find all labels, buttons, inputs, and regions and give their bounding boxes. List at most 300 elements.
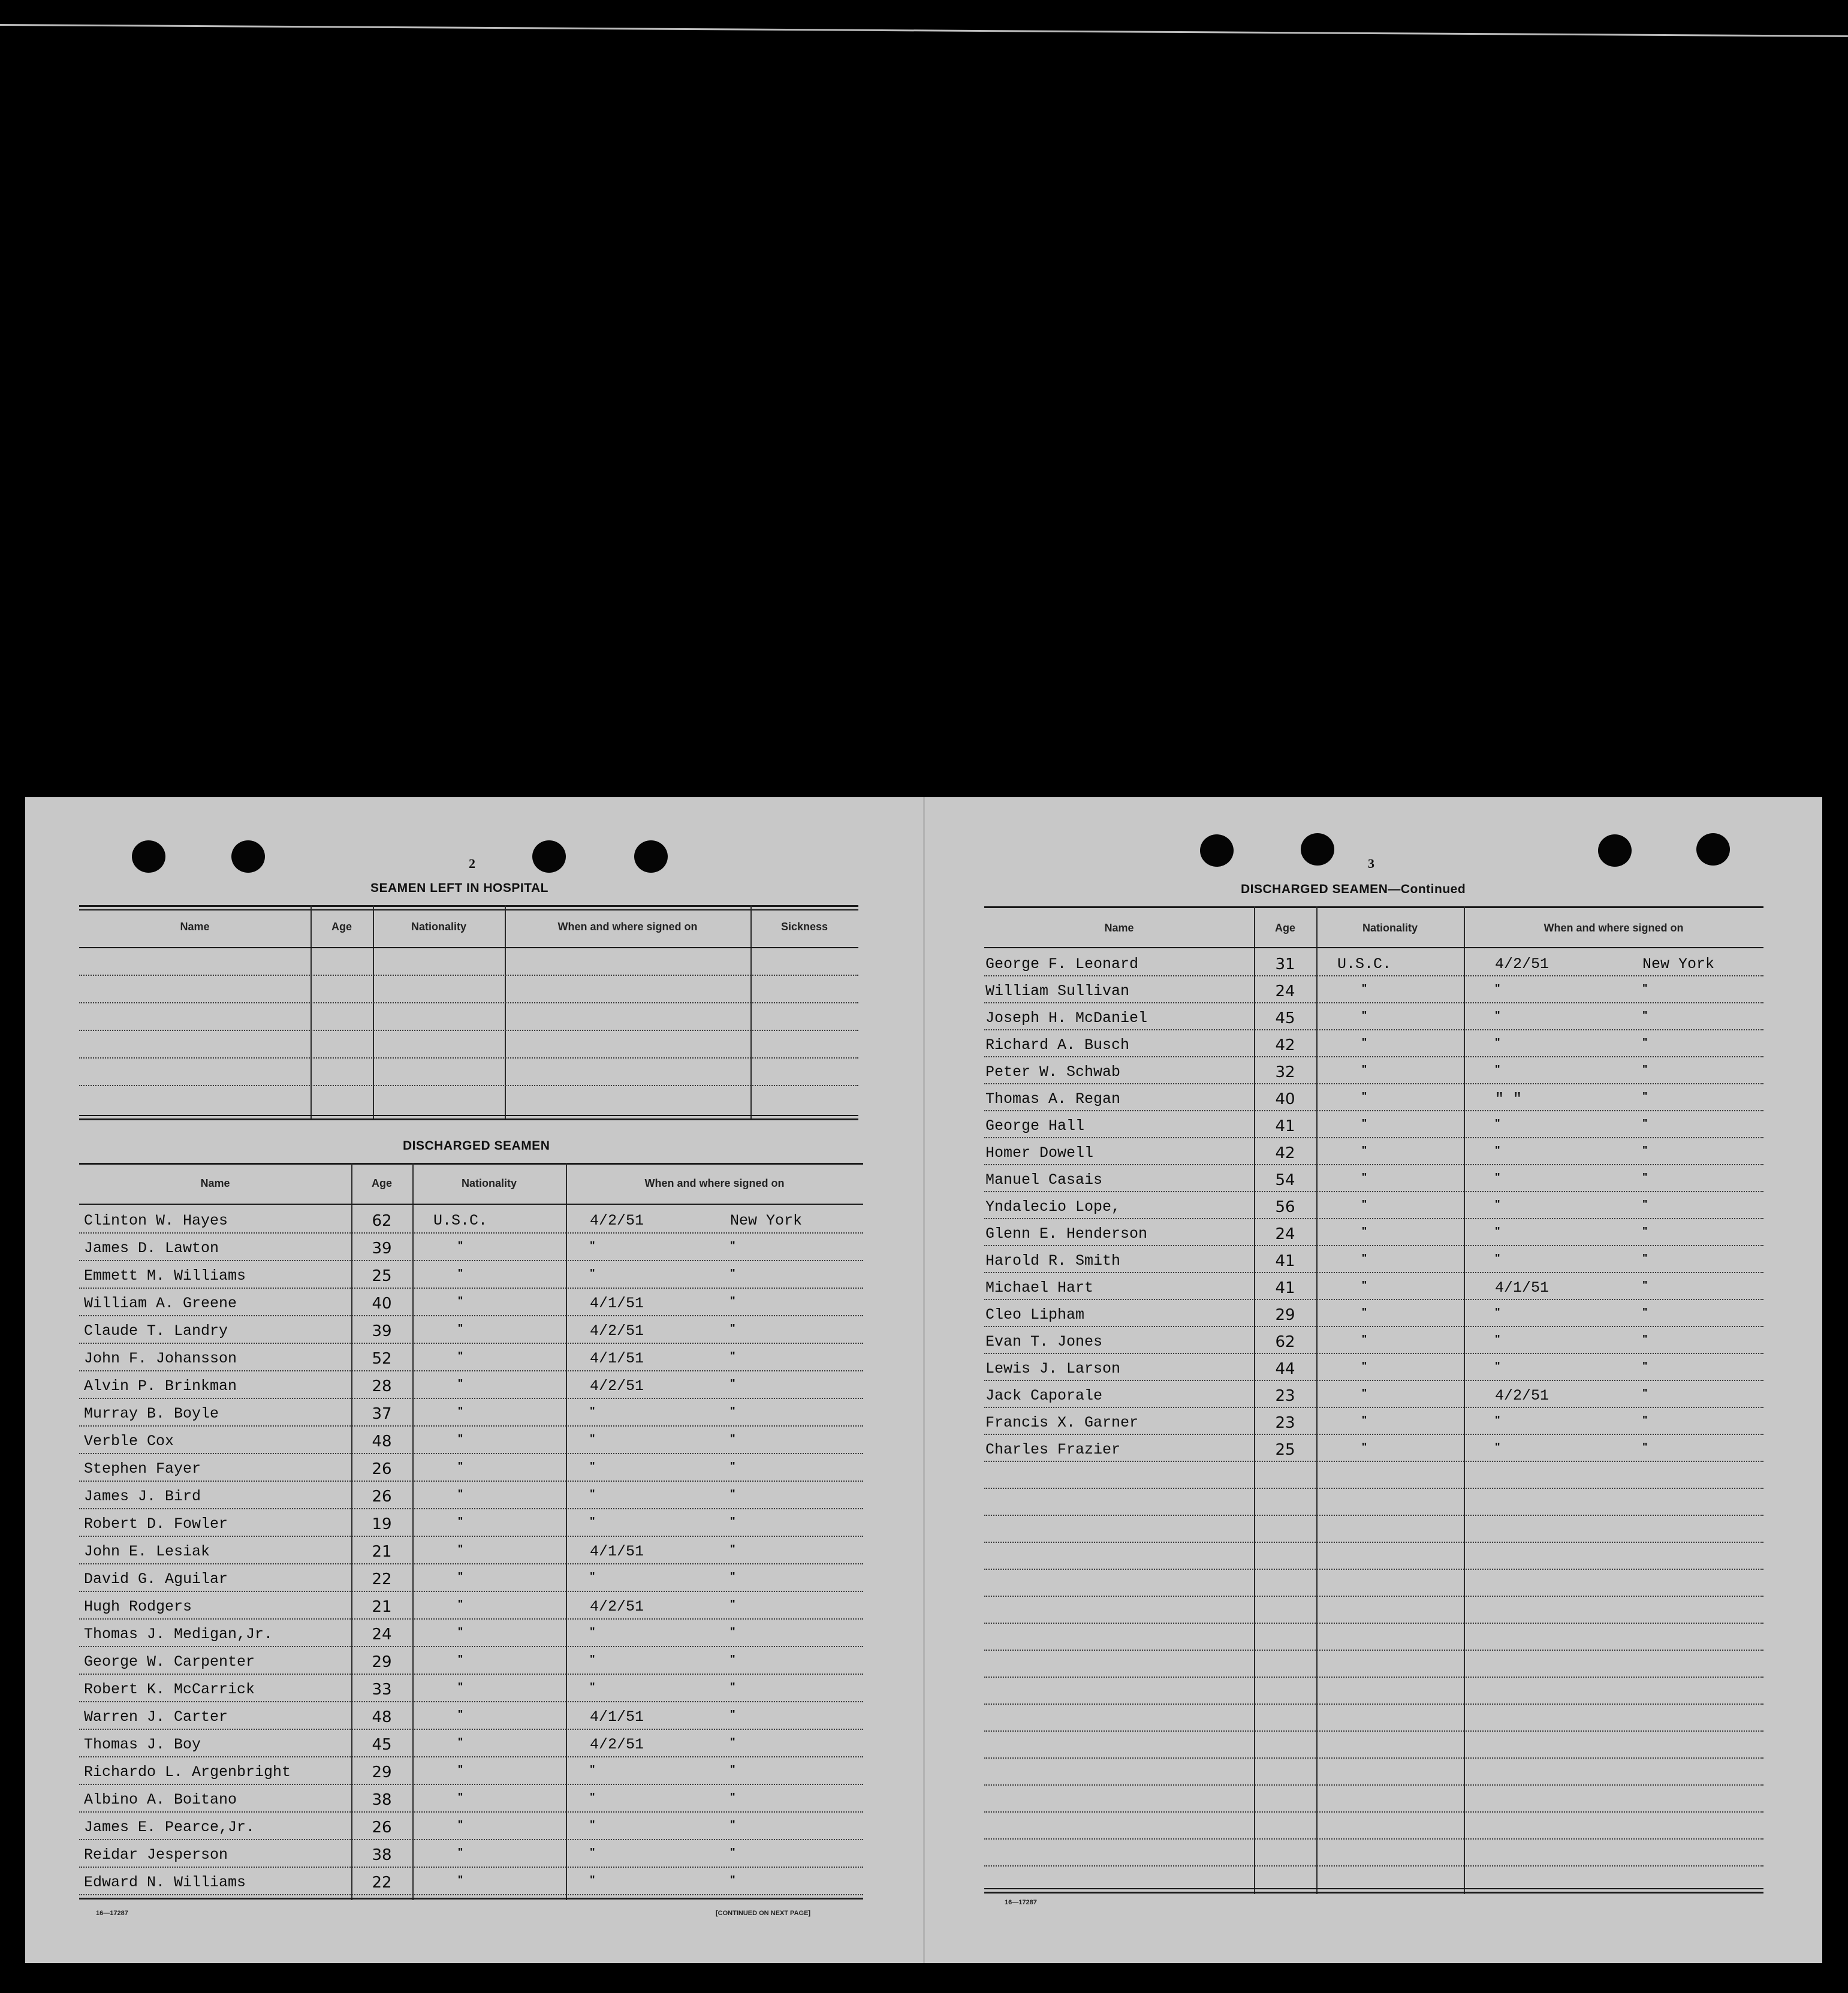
signed-on-date: " <box>590 1460 595 1472</box>
signed-on-date: 4/2/51 <box>590 1598 644 1615</box>
hospital-col-sickness: Sickness <box>780 921 828 933</box>
seaman-name: Murray B. Boyle <box>84 1405 219 1422</box>
signed-on-date: 4/2/51 <box>590 1736 644 1753</box>
seaman-name: Clinton W. Hayes <box>84 1212 228 1229</box>
seaman-name: Homer Dowell <box>985 1144 1094 1162</box>
signed-on-place: " <box>730 1515 735 1527</box>
seaman-age: 37 <box>372 1405 392 1423</box>
table-row <box>79 1537 863 1564</box>
signed-on-date: " <box>590 1874 595 1886</box>
table-row <box>984 1489 1763 1516</box>
table-row <box>984 1624 1763 1651</box>
seaman-nationality: " <box>1361 1360 1367 1372</box>
table-row <box>984 1327 1763 1354</box>
signed-on-place: " <box>1642 1279 1648 1291</box>
signed-on-place: " <box>730 1377 735 1389</box>
signed-on-place: " <box>730 1267 735 1279</box>
table-row <box>79 1371 863 1399</box>
seaman-name: Richardo L. Argenbright <box>84 1763 291 1781</box>
hospital-table <box>79 905 858 1121</box>
seaman-nationality: " <box>457 1543 463 1555</box>
seaman-name: Alvin P. Brinkman <box>84 1377 237 1395</box>
seaman-name: Manuel Casais <box>985 1171 1103 1189</box>
discharged-section-title: DISCHARGED SEAMEN <box>403 1139 550 1153</box>
signed-on-date: 4/1/51 <box>590 1350 644 1367</box>
seaman-age: 23 <box>1275 1387 1295 1405</box>
seaman-nationality: " <box>457 1626 463 1638</box>
seaman-age: 28 <box>372 1377 392 1395</box>
table-row <box>984 1732 1763 1759</box>
punch-hole <box>1301 833 1334 866</box>
continued-col-when-where: When and where signed on <box>1543 922 1684 934</box>
table-row <box>79 1454 863 1482</box>
signed-on-date: " <box>1495 1198 1500 1210</box>
table-row <box>984 1300 1763 1327</box>
seaman-age: 33 <box>372 1681 392 1699</box>
seaman-nationality: " <box>457 1377 463 1389</box>
signed-on-date: 4/1/51 <box>590 1295 644 1312</box>
table-row <box>984 949 1763 976</box>
signed-on-date: " <box>1495 1414 1500 1426</box>
seaman-name: Peter W. Schwab <box>985 1063 1121 1081</box>
table-row <box>984 1840 1763 1867</box>
seaman-age: 24 <box>1275 982 1295 1000</box>
seaman-nationality: " <box>1361 1306 1367 1318</box>
table-row <box>984 1462 1763 1489</box>
seaman-nationality: " <box>1361 1252 1367 1264</box>
signed-on-place: " <box>730 1460 735 1472</box>
table-row <box>79 1730 863 1757</box>
signed-on-place: " <box>730 1708 735 1720</box>
seaman-nationality: " <box>457 1515 463 1527</box>
seaman-name: Joseph H. McDaniel <box>985 1009 1148 1027</box>
seaman-age: 42 <box>1275 1036 1295 1054</box>
table-row <box>79 1234 863 1261</box>
table-row <box>984 1192 1763 1219</box>
signed-on-date: " <box>590 1791 595 1803</box>
seaman-name: James J. Bird <box>84 1488 201 1505</box>
signed-on-date: " <box>590 1846 595 1858</box>
signed-on-place: " <box>730 1763 735 1775</box>
signed-on-date: " <box>1495 1171 1500 1183</box>
seaman-age: 25 <box>1275 1441 1295 1459</box>
signed-on-date: " <box>590 1653 595 1665</box>
seaman-nationality: " <box>457 1488 463 1500</box>
table-row <box>79 1647 863 1675</box>
seaman-age: 31 <box>1275 955 1295 973</box>
signed-on-date: " <box>1495 1306 1500 1318</box>
signed-on-place: " <box>1642 1306 1648 1318</box>
signed-on-place: " <box>730 1819 735 1831</box>
table-row <box>984 1786 1763 1813</box>
signed-on-date: " <box>1495 1117 1500 1129</box>
table-row <box>79 1868 863 1895</box>
signed-on-date: 4/2/51 <box>590 1322 644 1340</box>
seaman-age: 56 <box>1275 1198 1295 1216</box>
signed-on-date: " <box>1495 1063 1500 1075</box>
table-row <box>79 1702 863 1730</box>
table-row <box>984 1246 1763 1273</box>
seaman-age: 48 <box>372 1708 392 1726</box>
seaman-nationality: " <box>1361 1063 1367 1075</box>
signed-on-date: " <box>590 1433 595 1445</box>
seaman-nationality: " <box>457 1598 463 1610</box>
discharged-col-name: Name <box>200 1177 230 1189</box>
signed-on-place: " <box>730 1350 735 1362</box>
seaman-name: George W. Carpenter <box>84 1653 255 1671</box>
signed-on-date: 4/1/51 <box>590 1708 644 1726</box>
seaman-name: Thomas J. Boy <box>84 1736 201 1753</box>
signed-on-place: " <box>1642 1360 1648 1372</box>
table-row <box>79 1840 863 1868</box>
page-fold <box>923 797 925 1963</box>
signed-on-date: " <box>1495 1144 1500 1156</box>
seaman-name: Thomas A. Regan <box>985 1090 1121 1108</box>
seaman-age: 23 <box>1275 1414 1295 1432</box>
punch-hole <box>634 840 668 873</box>
signed-on-place: " <box>1642 1252 1648 1264</box>
table-row <box>79 976 858 1003</box>
seaman-name: Verble Cox <box>84 1433 174 1450</box>
seaman-name: Michael Hart <box>985 1279 1094 1296</box>
table-row <box>984 976 1763 1003</box>
table-row <box>79 1592 863 1620</box>
seaman-age: 21 <box>372 1598 392 1616</box>
seaman-age: 41 <box>1275 1279 1295 1297</box>
table-row <box>79 1316 863 1344</box>
table-row <box>984 1867 1763 1893</box>
signed-on-date: 4/1/51 <box>1495 1279 1549 1296</box>
seaman-name: Cleo Lipham <box>985 1306 1085 1323</box>
table-row <box>79 1785 863 1813</box>
signed-on-place: " <box>1642 1387 1648 1399</box>
seaman-nationality: " <box>1361 1009 1367 1021</box>
table-row <box>984 1408 1763 1435</box>
signed-on-date: " <box>590 1681 595 1693</box>
seaman-nationality: " <box>1361 1441 1367 1453</box>
signed-on-place: " <box>1642 982 1648 994</box>
seaman-nationality: " <box>457 1433 463 1445</box>
seaman-nationality: " <box>1361 1414 1367 1426</box>
table-row <box>984 1273 1763 1300</box>
seaman-nationality: " <box>457 1846 463 1858</box>
table-row <box>79 1059 858 1086</box>
seaman-nationality: " <box>1361 1198 1367 1210</box>
signed-on-date: " <box>590 1626 595 1638</box>
signed-on-date: " " <box>1495 1090 1523 1108</box>
signed-on-place: " <box>730 1874 735 1886</box>
punch-hole <box>1200 834 1234 867</box>
table-row <box>984 1435 1763 1462</box>
signed-on-place: " <box>1642 1063 1648 1075</box>
table-row <box>984 1084 1763 1111</box>
signed-on-place: " <box>730 1488 735 1500</box>
discharged-continued-title: DISCHARGED SEAMEN—Continued <box>1241 882 1466 896</box>
continued-col-age: Age <box>1274 922 1295 934</box>
table-row <box>79 948 858 976</box>
table-row <box>984 1570 1763 1597</box>
signed-on-place: " <box>1642 1036 1648 1048</box>
seaman-age: 26 <box>372 1488 392 1506</box>
signed-on-date: " <box>590 1819 595 1831</box>
seaman-name: Evan T. Jones <box>985 1333 1103 1350</box>
seaman-nationality: " <box>457 1791 463 1803</box>
table-row <box>984 1219 1763 1246</box>
seaman-age: 42 <box>1275 1144 1295 1162</box>
seaman-name: Charles Frazier <box>985 1441 1121 1458</box>
seaman-age: 32 <box>1275 1063 1295 1081</box>
signed-on-date: 4/2/51 <box>590 1377 644 1395</box>
signed-on-place: " <box>730 1240 735 1252</box>
table-row <box>79 1482 863 1509</box>
signed-on-date: " <box>590 1570 595 1582</box>
seaman-nationality: " <box>1361 1225 1367 1237</box>
signed-on-place: New York <box>1642 955 1715 973</box>
hospital-col-age: Age <box>331 921 352 933</box>
signed-on-place: " <box>730 1653 735 1665</box>
seaman-age: 38 <box>372 1791 392 1809</box>
continued-col-name: Name <box>1104 922 1134 934</box>
table-row <box>984 1381 1763 1408</box>
seaman-age: 44 <box>1275 1360 1295 1378</box>
seaman-nationality: " <box>457 1570 463 1582</box>
signed-on-date: " <box>590 1240 595 1252</box>
seaman-nationality: U.S.C. <box>1337 955 1391 973</box>
seaman-nationality: " <box>457 1295 463 1307</box>
seaman-age: 48 <box>372 1433 392 1451</box>
seaman-nationality: " <box>457 1405 463 1417</box>
seaman-name: William Sullivan <box>985 982 1130 1000</box>
seaman-age: 26 <box>372 1460 392 1478</box>
seaman-nationality: " <box>1361 982 1367 994</box>
scan-edge-line <box>0 24 1848 37</box>
page-number-right: 3 <box>1368 856 1374 871</box>
seaman-nationality: " <box>457 1322 463 1334</box>
seaman-age: 29 <box>1275 1306 1295 1324</box>
seaman-nationality: " <box>457 1819 463 1831</box>
table-row <box>79 1757 863 1785</box>
seaman-name: Stephen Fayer <box>84 1460 201 1478</box>
seaman-age: 62 <box>1275 1333 1295 1351</box>
hospital-col-when-where: When and where signed on <box>557 921 698 933</box>
seaman-nationality: " <box>457 1350 463 1362</box>
signed-on-date: 4/1/51 <box>590 1543 644 1560</box>
table-row <box>79 1031 858 1059</box>
table-row <box>984 1111 1763 1138</box>
table-row <box>79 1620 863 1647</box>
table-row <box>984 1030 1763 1057</box>
signed-on-place: " <box>730 1598 735 1610</box>
table-row <box>984 1813 1763 1840</box>
seaman-age: 19 <box>372 1515 392 1533</box>
punch-hole <box>231 840 265 873</box>
page-number-left: 2 <box>469 856 475 871</box>
discharged-table-right <box>984 906 1763 1894</box>
seaman-nationality: " <box>1361 1090 1367 1102</box>
signed-on-place: " <box>730 1736 735 1748</box>
signed-on-place: " <box>1642 1009 1648 1021</box>
hospital-col-nationality: Nationality <box>411 921 466 933</box>
signed-on-date: 4/2/51 <box>590 1212 644 1229</box>
seaman-nationality: " <box>457 1708 463 1720</box>
seaman-age: 25 <box>372 1267 392 1285</box>
signed-on-date: 4/2/51 <box>1495 955 1549 973</box>
seaman-name: Robert D. Fowler <box>84 1515 228 1533</box>
signed-on-place: " <box>1642 1117 1648 1129</box>
seaman-age: 21 <box>372 1543 392 1561</box>
signed-on-date: " <box>1495 1360 1500 1372</box>
signed-on-place: " <box>730 1791 735 1803</box>
signed-on-place: " <box>730 1626 735 1638</box>
table-row <box>984 1516 1763 1543</box>
table-row <box>79 1675 863 1702</box>
seaman-name: Richard A. Busch <box>985 1036 1130 1054</box>
signed-on-place: " <box>1642 1333 1648 1345</box>
seaman-name: William A. Greene <box>84 1295 237 1312</box>
seaman-age: 26 <box>372 1819 392 1837</box>
seaman-name: Glenn E. Henderson <box>985 1225 1148 1243</box>
table-row <box>79 1564 863 1592</box>
seaman-name: Yndalecio Lope, <box>985 1198 1121 1216</box>
signed-on-place: New York <box>730 1212 803 1229</box>
seaman-name: Lewis J. Larson <box>985 1360 1121 1377</box>
seaman-nationality: U.S.C. <box>433 1212 487 1229</box>
table-row <box>984 1597 1763 1624</box>
seaman-age: 45 <box>1275 1009 1295 1027</box>
signed-on-date: " <box>590 1405 595 1417</box>
signed-on-date: " <box>590 1488 595 1500</box>
form-number-left: 16—17287 <box>96 1910 128 1917</box>
table-row <box>984 1651 1763 1678</box>
seaman-name: James E. Pearce,Jr. <box>84 1819 255 1836</box>
seaman-nationality: " <box>457 1736 463 1748</box>
signed-on-date: " <box>1495 1009 1500 1021</box>
seaman-nationality: " <box>1361 1387 1367 1399</box>
seaman-nationality: " <box>1361 1171 1367 1183</box>
table-row <box>984 1759 1763 1786</box>
seaman-age: 41 <box>1275 1252 1295 1270</box>
seaman-age: 62 <box>372 1212 392 1230</box>
table-row <box>984 1354 1763 1381</box>
seaman-nationality: " <box>457 1681 463 1693</box>
signed-on-place: " <box>730 1405 735 1417</box>
discharged-table-left <box>79 1163 863 1900</box>
seaman-name: George Hall <box>985 1117 1085 1135</box>
seaman-nationality: " <box>457 1267 463 1279</box>
signed-on-place: " <box>730 1543 735 1555</box>
signed-on-date: " <box>1495 1036 1500 1048</box>
signed-on-place: " <box>1642 1171 1648 1183</box>
punch-hole <box>1696 833 1730 866</box>
table-row <box>984 1543 1763 1570</box>
seaman-age: 45 <box>372 1736 392 1754</box>
signed-on-date: " <box>1495 1441 1500 1453</box>
seaman-name: Claude T. Landry <box>84 1322 228 1340</box>
seaman-nationality: " <box>457 1240 463 1252</box>
seaman-nationality: " <box>1361 1144 1367 1156</box>
seaman-nationality: " <box>1361 1333 1367 1345</box>
seaman-name: Hugh Rodgers <box>84 1598 192 1615</box>
seaman-nationality: " <box>457 1653 463 1665</box>
signed-on-date: " <box>1495 982 1500 994</box>
table-row <box>79 1003 858 1031</box>
table-row <box>984 1057 1763 1084</box>
seaman-name: Harold R. Smith <box>985 1252 1121 1270</box>
seaman-age: 54 <box>1275 1171 1295 1189</box>
signed-on-place: " <box>730 1295 735 1307</box>
table-row <box>79 1289 863 1316</box>
table-row <box>79 1261 863 1289</box>
seaman-name: Francis X. Garner <box>985 1414 1139 1431</box>
seaman-nationality: " <box>457 1874 463 1886</box>
signed-on-place: " <box>730 1681 735 1693</box>
punch-hole <box>1598 834 1632 867</box>
table-row <box>984 1165 1763 1192</box>
seaman-age: 29 <box>372 1653 392 1671</box>
signed-on-place: " <box>1642 1225 1648 1237</box>
seaman-name: John F. Johansson <box>84 1350 237 1367</box>
seaman-name: David G. Aguilar <box>84 1570 228 1588</box>
signed-on-place: " <box>1642 1090 1648 1102</box>
table-row <box>79 1427 863 1454</box>
signed-on-date: " <box>590 1515 595 1527</box>
seaman-age: 40 <box>372 1295 392 1313</box>
signed-on-place: " <box>730 1433 735 1445</box>
seaman-age: 29 <box>372 1763 392 1781</box>
continued-note: [CONTINUED ON NEXT PAGE] <box>716 1910 811 1917</box>
table-row <box>79 1399 863 1427</box>
seaman-name: Thomas J. Medigan,Jr. <box>84 1626 273 1643</box>
punch-hole <box>132 840 165 873</box>
table-row <box>984 1003 1763 1030</box>
seaman-age: 39 <box>372 1240 392 1258</box>
signed-on-date: " <box>1495 1225 1500 1237</box>
table-row <box>79 1344 863 1371</box>
seaman-age: 39 <box>372 1322 392 1340</box>
continued-col-nationality: Nationality <box>1362 922 1418 934</box>
discharged-col-when-where: When and where signed on <box>644 1177 785 1189</box>
seaman-name: John E. Lesiak <box>84 1543 210 1560</box>
signed-on-date: " <box>1495 1252 1500 1264</box>
seaman-nationality: " <box>1361 1036 1367 1048</box>
signed-on-place: " <box>730 1322 735 1334</box>
seaman-nationality: " <box>457 1460 463 1472</box>
seaman-name: Jack Caporale <box>985 1387 1103 1404</box>
seaman-name: Edward N. Williams <box>84 1874 246 1891</box>
seaman-nationality: " <box>1361 1117 1367 1129</box>
table-row <box>984 1705 1763 1732</box>
form-number-right: 16—17287 <box>1005 1899 1037 1906</box>
seaman-name: Emmett M. Williams <box>84 1267 246 1285</box>
signed-on-place: " <box>1642 1441 1648 1453</box>
seaman-name: James D. Lawton <box>84 1240 219 1257</box>
signed-on-place: " <box>1642 1198 1648 1210</box>
seaman-age: 22 <box>372 1874 392 1892</box>
punch-hole <box>532 840 566 873</box>
seaman-name: Warren J. Carter <box>84 1708 228 1726</box>
signed-on-place: " <box>730 1846 735 1858</box>
seaman-name: Robert K. McCarrick <box>84 1681 255 1698</box>
seaman-age: 41 <box>1275 1117 1295 1135</box>
table-row <box>79 1813 863 1840</box>
seaman-age: 24 <box>1275 1225 1295 1243</box>
signed-on-place: " <box>730 1570 735 1582</box>
seaman-name: Reidar Jesperson <box>84 1846 228 1864</box>
table-row <box>79 1509 863 1537</box>
seaman-age: 22 <box>372 1570 392 1588</box>
seaman-age: 52 <box>372 1350 392 1368</box>
seaman-nationality: " <box>1361 1279 1367 1291</box>
